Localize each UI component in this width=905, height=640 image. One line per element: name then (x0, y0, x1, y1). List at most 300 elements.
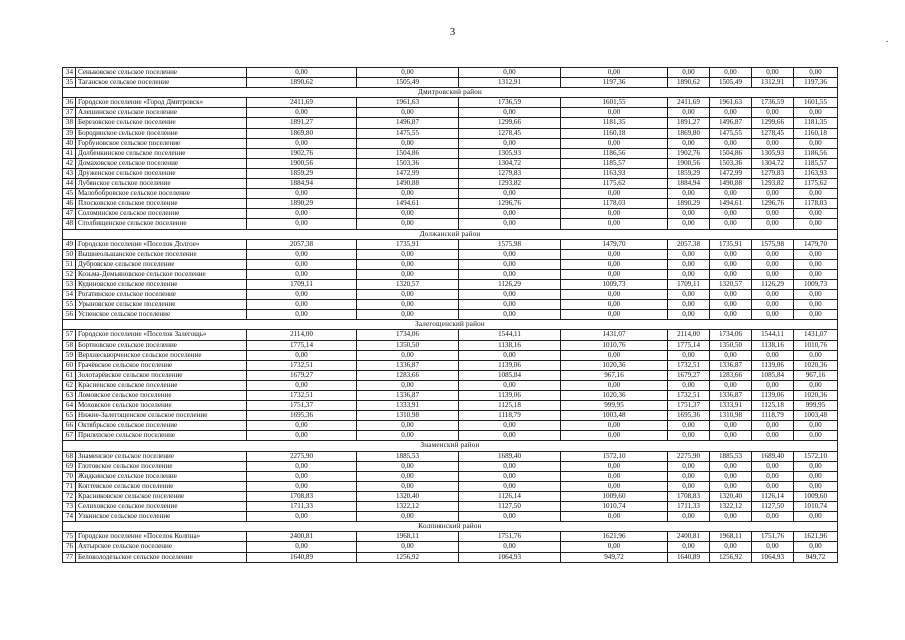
value-cell: 1333,91 (357, 401, 459, 411)
value-cell: 1601,55 (794, 98, 838, 108)
row-number: 77 (63, 552, 76, 562)
value-cell: 1505,49 (710, 78, 752, 88)
value-cell: 0,00 (459, 209, 561, 219)
value-cell: 0,00 (247, 310, 357, 320)
value-cell: 1127,50 (752, 502, 794, 512)
table-row (63, 209, 838, 219)
table-row (63, 269, 838, 279)
value-cell: 1709,11 (668, 279, 710, 289)
row-number: 53 (63, 279, 76, 289)
row-number: 58 (63, 340, 76, 350)
value-cell: 0,00 (459, 300, 561, 310)
value-cell: 0,00 (668, 108, 710, 118)
value-cell: 0,00 (710, 350, 752, 360)
value-cell: 0,00 (710, 461, 752, 471)
value-cell: 1304,72 (459, 158, 561, 168)
value-cell: 1139,06 (752, 391, 794, 401)
value-cell: 0,00 (710, 471, 752, 481)
value-cell: 0,00 (710, 310, 752, 320)
value-cell: 1869,80 (668, 128, 710, 138)
value-cell: 0,00 (247, 431, 357, 441)
value-cell: 0,00 (794, 421, 838, 431)
table-row (63, 148, 838, 158)
value-cell: 0,00 (561, 68, 668, 78)
value-cell: 1160,18 (794, 128, 838, 138)
value-cell: 1064,93 (752, 552, 794, 562)
value-cell: 1020,36 (561, 391, 668, 401)
value-cell: 0,00 (794, 219, 838, 229)
settlement-name: Жидкинское сельское поселение (76, 471, 247, 481)
value-cell: 0,00 (752, 310, 794, 320)
value-cell: 1902,76 (668, 148, 710, 158)
row-number: 44 (63, 179, 76, 189)
row-number: 74 (63, 512, 76, 522)
settlement-name: Березовское сельское поселение (76, 118, 247, 128)
value-cell: 1431,07 (794, 330, 838, 340)
district-name: Должанский район (63, 229, 838, 239)
value-cell: 0,00 (247, 138, 357, 148)
value-cell: 1126,29 (752, 279, 794, 289)
value-cell: 0,00 (459, 269, 561, 279)
row-number: 36 (63, 98, 76, 108)
value-cell: 1572,10 (561, 451, 668, 461)
value-cell: 0,00 (561, 310, 668, 320)
value-cell: 1320,57 (710, 279, 752, 289)
value-cell: 0,00 (459, 431, 561, 441)
value-cell: 1256,92 (357, 552, 459, 562)
table-row (63, 98, 838, 108)
value-cell: 0,00 (752, 138, 794, 148)
value-cell: 0,00 (710, 138, 752, 148)
value-cell: 0,00 (247, 209, 357, 219)
value-cell: 1902,76 (247, 148, 357, 158)
value-cell: 1197,36 (794, 78, 838, 88)
settlement-name: Знаменское сельское поселение (76, 451, 247, 461)
settlement-name: Алешинское сельское поселение (76, 108, 247, 118)
value-cell: 1640,89 (247, 552, 357, 562)
row-number: 71 (63, 481, 76, 491)
value-cell: 1961,63 (357, 98, 459, 108)
value-cell: 1732,51 (668, 391, 710, 401)
value-cell: 0,00 (668, 259, 710, 269)
value-cell: 1186,56 (561, 148, 668, 158)
value-cell: 1621,96 (561, 532, 668, 542)
value-cell: 0,00 (357, 542, 459, 552)
value-cell: 0,00 (357, 300, 459, 310)
value-cell: 0,00 (752, 512, 794, 522)
value-cell: 0,00 (357, 269, 459, 279)
settlement-name: Городское поселение «Поселок Долгое» (76, 239, 247, 249)
value-cell: 1312,91 (752, 78, 794, 88)
table-row (63, 350, 838, 360)
table-row (63, 532, 838, 542)
value-cell: 1009,73 (561, 279, 668, 289)
value-cell: 0,00 (357, 380, 459, 390)
value-cell: 0,00 (561, 542, 668, 552)
row-number: 57 (63, 330, 76, 340)
value-cell: 0,00 (561, 421, 668, 431)
value-cell: 1064,93 (459, 552, 561, 562)
value-cell: 1350,50 (357, 340, 459, 350)
value-cell: 1472,99 (357, 168, 459, 178)
value-cell: 1139,06 (459, 391, 561, 401)
row-number: 40 (63, 138, 76, 148)
value-cell: 0,00 (459, 68, 561, 78)
value-cell: 1961,63 (710, 98, 752, 108)
row-number: 54 (63, 290, 76, 300)
value-cell: 0,00 (710, 249, 752, 259)
value-cell: 0,00 (561, 219, 668, 229)
value-cell: 0,00 (668, 138, 710, 148)
value-cell: 0,00 (459, 471, 561, 481)
value-cell: 1003,48 (794, 411, 838, 421)
value-cell: 1503,36 (710, 158, 752, 168)
row-number: 75 (63, 532, 76, 542)
value-cell: 0,00 (752, 481, 794, 491)
value-cell: 1010,76 (561, 340, 668, 350)
value-cell: 0,00 (247, 471, 357, 481)
value-cell: 1775,14 (247, 340, 357, 350)
district-name: Колпнянский район (63, 522, 838, 532)
value-cell: 1138,16 (752, 340, 794, 350)
value-cell: 1009,73 (794, 279, 838, 289)
value-cell: 1181,35 (561, 118, 668, 128)
value-cell: 1181,35 (794, 118, 838, 128)
value-cell: 0,00 (357, 108, 459, 118)
value-cell: 0,00 (459, 290, 561, 300)
value-cell: 1350,50 (710, 340, 752, 350)
settlement-name: Узкинское сельское поселение (76, 512, 247, 522)
settlement-name: Бородинское сельское поселение (76, 128, 247, 138)
value-cell: 0,00 (357, 138, 459, 148)
value-cell: 1885,53 (357, 451, 459, 461)
value-cell: 1009,60 (561, 491, 668, 501)
row-number: 49 (63, 239, 76, 249)
value-cell: 0,00 (561, 380, 668, 390)
value-cell: 1175,62 (561, 179, 668, 189)
value-cell: 1544,11 (459, 330, 561, 340)
value-cell: 1709,11 (247, 279, 357, 289)
settlement-name: Плосковское сельское поселение (76, 199, 247, 209)
value-cell: 0,00 (752, 259, 794, 269)
settlement-name: Домаховское сельское поселение (76, 158, 247, 168)
table-row (63, 391, 838, 401)
value-cell: 1320,57 (357, 279, 459, 289)
settlement-name: Дубровское сельское поселение (76, 259, 247, 269)
value-cell: 999,95 (794, 401, 838, 411)
value-cell: 0,00 (710, 108, 752, 118)
value-cell: 0,00 (561, 300, 668, 310)
value-cell: 1679,27 (668, 370, 710, 380)
value-cell: 1621,96 (794, 532, 838, 542)
value-cell: 0,00 (357, 471, 459, 481)
row-number: 65 (63, 411, 76, 421)
value-cell: 0,00 (668, 310, 710, 320)
value-cell: 1708,83 (247, 491, 357, 501)
settlement-name: Вышнеольшанское сельское поселение (76, 249, 247, 259)
value-cell: 0,00 (357, 219, 459, 229)
settlement-name: Красненское сельское поселение (76, 380, 247, 390)
value-cell: 1185,57 (561, 158, 668, 168)
value-cell: 1490,88 (357, 179, 459, 189)
value-cell: 1322,12 (357, 502, 459, 512)
settlement-name: Нижне-Залегощенское сельское поселение (76, 411, 247, 421)
value-cell: 0,00 (794, 431, 838, 441)
district-header-row (63, 441, 838, 451)
value-cell: 0,00 (710, 421, 752, 431)
value-cell: 1968,11 (357, 532, 459, 542)
value-cell: 0,00 (247, 249, 357, 259)
value-cell: 1575,98 (752, 239, 794, 249)
value-cell: 967,16 (561, 370, 668, 380)
value-cell: 1175,62 (794, 179, 838, 189)
value-cell: 1711,33 (668, 502, 710, 512)
value-cell: 1504,86 (710, 148, 752, 158)
value-cell: 0,00 (247, 421, 357, 431)
table-row (63, 340, 838, 350)
page-number: 3 (449, 26, 456, 38)
value-cell: 1496,87 (357, 118, 459, 128)
value-cell: 0,00 (752, 209, 794, 219)
value-cell: 0,00 (794, 68, 838, 78)
value-cell: 0,00 (794, 269, 838, 279)
row-number: 59 (63, 350, 76, 360)
value-cell: 0,00 (794, 542, 838, 552)
row-number: 43 (63, 168, 76, 178)
table-row (63, 259, 838, 269)
value-cell: 1126,29 (459, 279, 561, 289)
value-cell: 1304,72 (752, 158, 794, 168)
value-cell: 0,00 (357, 68, 459, 78)
value-cell: 1891,27 (668, 118, 710, 128)
table-row (63, 380, 838, 390)
value-cell: 0,00 (459, 542, 561, 552)
value-cell: 0,00 (668, 219, 710, 229)
value-cell: 1751,76 (752, 532, 794, 542)
value-cell: 1708,83 (668, 491, 710, 501)
value-cell: 0,00 (561, 350, 668, 360)
value-cell: 0,00 (459, 249, 561, 259)
value-cell: 1472,99 (710, 168, 752, 178)
value-cell: 1885,53 (710, 451, 752, 461)
row-number: 34 (63, 68, 76, 78)
table-row (63, 290, 838, 300)
row-number: 55 (63, 300, 76, 310)
table-row (63, 502, 838, 512)
settlement-name: Сеньковское сельское поселение (76, 68, 247, 78)
table-row (63, 330, 838, 340)
value-cell: 1126,14 (459, 491, 561, 501)
value-cell: 1968,11 (710, 532, 752, 542)
row-number: 38 (63, 118, 76, 128)
value-cell: 0,00 (710, 512, 752, 522)
value-cell: 0,00 (752, 431, 794, 441)
row-number: 46 (63, 199, 76, 209)
value-cell: 0,00 (357, 290, 459, 300)
value-cell: 1736,59 (459, 98, 561, 108)
table-row (63, 128, 838, 138)
row-number: 45 (63, 189, 76, 199)
value-cell: 1127,50 (459, 502, 561, 512)
table-row (63, 401, 838, 411)
value-cell: 1333,91 (710, 401, 752, 411)
value-cell: 0,00 (794, 471, 838, 481)
row-number: 35 (63, 78, 76, 88)
value-cell: 0,00 (247, 461, 357, 471)
settlement-name: Соломинское сельское поселение (76, 209, 247, 219)
settlement-name: Золотарёвское сельское поселение (76, 370, 247, 380)
settlement-name: Друженское сельское поселение (76, 168, 247, 178)
value-cell: 1503,36 (357, 158, 459, 168)
settlement-name: Городское поселение «Поселок Залегощь» (76, 330, 247, 340)
value-cell: 0,00 (794, 512, 838, 522)
value-cell: 1312,91 (459, 78, 561, 88)
value-cell: 0,00 (794, 461, 838, 471)
value-cell: 0,00 (247, 512, 357, 522)
value-cell: 0,00 (752, 68, 794, 78)
value-cell: 1163,93 (794, 168, 838, 178)
settlement-name: Ломовское сельское поселение (76, 391, 247, 401)
value-cell: 0,00 (247, 219, 357, 229)
value-cell: 0,00 (459, 189, 561, 199)
value-cell: 1185,57 (794, 158, 838, 168)
value-cell: 0,00 (794, 350, 838, 360)
row-number: 72 (63, 491, 76, 501)
value-cell: 0,00 (710, 259, 752, 269)
value-cell: 0,00 (561, 108, 668, 118)
district-name: Знаменский район (63, 441, 838, 451)
value-cell: 1310,98 (710, 411, 752, 421)
value-cell: 0,00 (561, 431, 668, 441)
value-cell: 1009,60 (794, 491, 838, 501)
value-cell: 0,00 (247, 542, 357, 552)
table-row (63, 370, 838, 380)
value-cell: 0,00 (752, 219, 794, 229)
table-row (63, 491, 838, 501)
settlement-name: Моховское сельское поселение (76, 401, 247, 411)
value-cell: 1711,33 (247, 502, 357, 512)
table-row (63, 78, 838, 88)
value-cell: 1695,36 (247, 411, 357, 421)
settlement-name: Долбенкинское сельское поселение (76, 148, 247, 158)
corner-mark: . (886, 34, 889, 44)
settlement-name: Таганское сельское поселение (76, 78, 247, 88)
value-cell: 0,00 (357, 421, 459, 431)
table-row (63, 552, 838, 562)
value-cell: 1884,94 (668, 179, 710, 189)
value-cell: 0,00 (794, 380, 838, 390)
value-cell: 1689,40 (459, 451, 561, 461)
value-cell: 0,00 (794, 310, 838, 320)
value-cell: 1572,10 (794, 451, 838, 461)
row-number: 41 (63, 148, 76, 158)
row-number: 67 (63, 431, 76, 441)
value-cell: 1163,93 (561, 168, 668, 178)
value-cell: 1900,56 (668, 158, 710, 168)
value-cell: 0,00 (710, 219, 752, 229)
value-cell: 0,00 (752, 380, 794, 390)
settlement-name: Козьма-Демьяновское сельское поселение (76, 269, 247, 279)
table-row (63, 310, 838, 320)
district-header-row (63, 320, 838, 330)
table-row (63, 168, 838, 178)
value-cell: 0,00 (561, 290, 668, 300)
value-cell: 1640,89 (668, 552, 710, 562)
value-cell: 0,00 (357, 189, 459, 199)
value-cell: 1505,49 (357, 78, 459, 88)
table-row (63, 118, 838, 128)
value-cell: 0,00 (668, 68, 710, 78)
value-cell: 1775,14 (668, 340, 710, 350)
value-cell: 967,16 (794, 370, 838, 380)
table-row (63, 461, 838, 471)
value-cell: 1138,16 (459, 340, 561, 350)
value-cell: 0,00 (710, 481, 752, 491)
value-cell: 1601,55 (561, 98, 668, 108)
value-cell: 0,00 (561, 189, 668, 199)
value-cell: 1336,87 (710, 360, 752, 370)
value-cell: 0,00 (459, 219, 561, 229)
value-cell: 1320,40 (710, 491, 752, 501)
row-number: 47 (63, 209, 76, 219)
value-cell: 1575,98 (459, 239, 561, 249)
table-row (63, 279, 838, 289)
value-cell: 0,00 (247, 290, 357, 300)
value-cell: 1178,03 (561, 199, 668, 209)
value-cell: 0,00 (668, 290, 710, 300)
settlement-name: Успенское сельское поселение (76, 310, 247, 320)
value-cell: 999,95 (561, 401, 668, 411)
settlement-name: Городское поселение «Город Дмитровск» (76, 98, 247, 108)
value-cell: 1891,27 (247, 118, 357, 128)
value-cell: 0,00 (710, 542, 752, 552)
value-cell: 0,00 (752, 249, 794, 259)
table-row (63, 421, 838, 431)
value-cell: 0,00 (710, 269, 752, 279)
table-row (63, 158, 838, 168)
value-cell: 0,00 (752, 269, 794, 279)
value-cell: 1299,66 (752, 118, 794, 128)
value-cell: 0,00 (357, 431, 459, 441)
value-cell: 1279,83 (752, 168, 794, 178)
value-cell: 1197,36 (561, 78, 668, 88)
value-cell: 0,00 (561, 471, 668, 481)
value-cell: 0,00 (752, 471, 794, 481)
value-cell: 0,00 (247, 269, 357, 279)
value-cell: 0,00 (459, 310, 561, 320)
value-cell: 949,72 (794, 552, 838, 562)
value-cell: 1431,07 (561, 330, 668, 340)
value-cell: 1296,76 (459, 199, 561, 209)
value-cell: 1736,59 (752, 98, 794, 108)
value-cell: 0,00 (357, 209, 459, 219)
table-row (63, 300, 838, 310)
value-cell: 1494,61 (357, 199, 459, 209)
table-row (63, 108, 838, 118)
settlement-name: Городское поселение «Поселок Колпна» (76, 532, 247, 542)
value-cell: 0,00 (794, 259, 838, 269)
value-cell: 0,00 (561, 259, 668, 269)
row-number: 39 (63, 128, 76, 138)
value-cell: 1279,83 (459, 168, 561, 178)
value-cell: 1139,06 (752, 360, 794, 370)
value-cell: 1735,91 (357, 239, 459, 249)
value-cell: 2411,69 (247, 98, 357, 108)
value-cell: 0,00 (794, 209, 838, 219)
value-cell: 0,00 (668, 512, 710, 522)
value-cell: 1160,18 (561, 128, 668, 138)
district-name: Дмитровский район (63, 88, 838, 98)
